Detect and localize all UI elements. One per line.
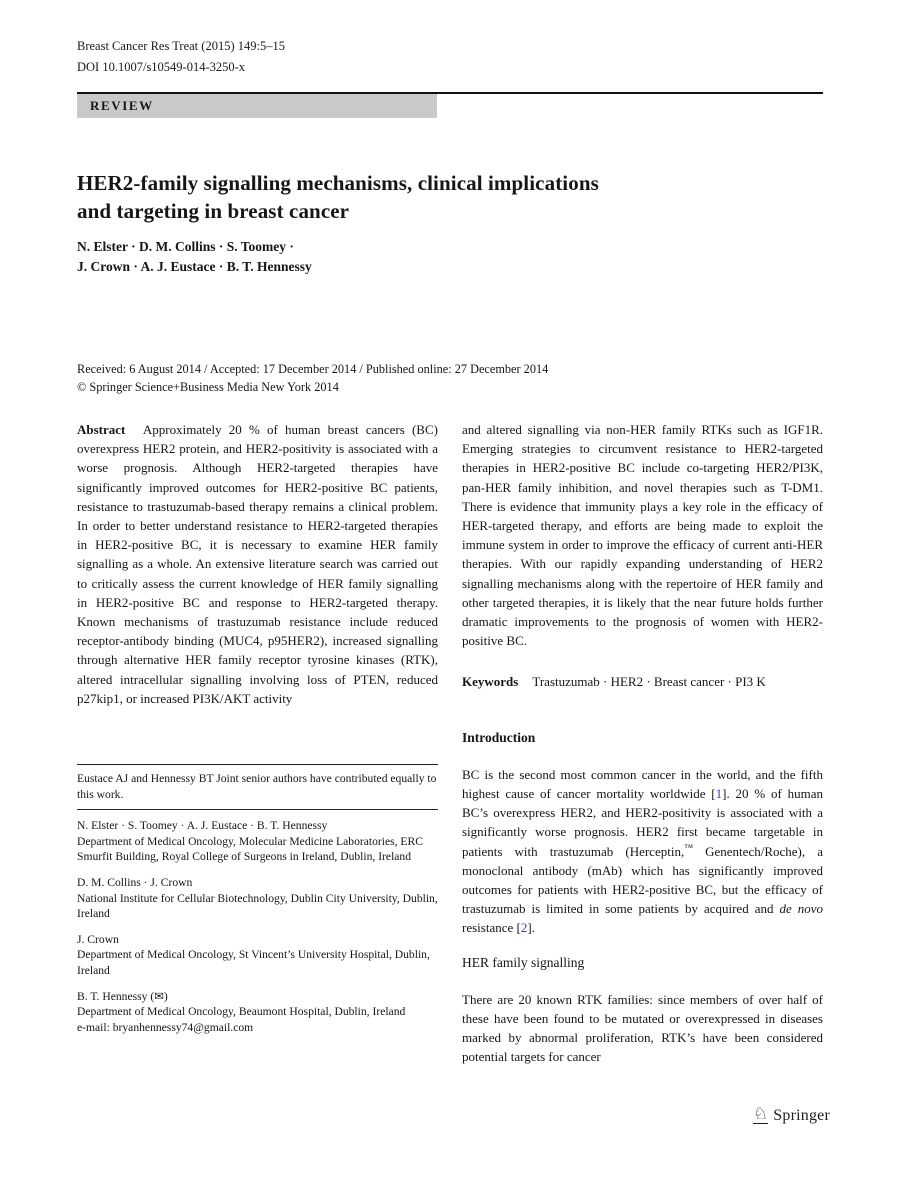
intro-p1-text-e: ]. xyxy=(527,920,535,936)
affiliation-2 xyxy=(77,875,438,922)
citation-ref-1[interactable]: 1 xyxy=(715,786,723,802)
introduction-paragraph-2: There are 20 known RTK families: since members of over half of these have been found to be mutated or overexpressed in diseases marked by abnormal proliferation, RTK’s have been considered potential targets for cancer xyxy=(462,991,823,1065)
corresponding-author-email: e-mail: bryanhennessy74@gmail.com xyxy=(77,1020,254,1034)
citation-ref-2[interactable]: 2 xyxy=(520,920,528,936)
envelope-icon: (✉) xyxy=(150,989,168,1003)
footnote-block xyxy=(77,764,438,1035)
article-title-line1: HER2-family signalling mechanisms, clinical implications xyxy=(77,171,599,196)
her-family-signalling-subheading: HER family signalling xyxy=(462,954,585,970)
affiliation-1-address: Department of Medical Oncology, Molecular Medicine Laboratories, ERC Smurfit Building, Royal College of Surgeons in Ireland, Dublin, Ireland xyxy=(77,834,423,864)
introduction-heading: Introduction xyxy=(462,729,536,745)
affiliation-4-authors xyxy=(77,989,438,1005)
affiliation-3-address: Department of Medical Oncology, St Vincent’s University Hospital, Dublin, Ireland xyxy=(77,948,430,977)
publication-dates xyxy=(77,361,548,396)
affiliation-4-address: Department of Medical Oncology, Beaumont Hospital, Dublin, Ireland xyxy=(77,1005,406,1019)
abstract-paragraph-left xyxy=(77,420,438,708)
affiliation-2-authors: D. M. Collins · J. Crown xyxy=(77,875,193,889)
keywords-line xyxy=(462,672,823,691)
intro-p1-text-d: resistance [ xyxy=(462,920,521,936)
right-column xyxy=(462,420,823,1067)
springer-knight-icon: ♘ xyxy=(753,1104,769,1123)
intro-p1-text-c: Genentech/Roche), a monoclonal antibody (mAb) which has significantly improved outcomes for patients with HER2-positive BC, but the efficacy of trastuzumab is limited in some patients by acquired and xyxy=(462,843,823,917)
intro-p1-text-a: BC is the second most common cancer in the world, and the fifth highest cause of cancer mortality worldwide [ xyxy=(462,766,823,802)
received-accepted-line: Received: 6 August 2014 / Accepted: 17 December 2014 / Published online: 27 December 2014 xyxy=(77,362,549,376)
corresponding-author-name: B. T. Hennessy xyxy=(77,989,148,1003)
article-title xyxy=(77,169,599,225)
springer-logo xyxy=(753,1106,830,1125)
affiliation-3-authors: J. Crown xyxy=(77,932,119,946)
author-list-line1: N. Elster · D. M. Collins · S. Toomey · xyxy=(77,239,294,254)
abstract-text-left: Approximately 20 % of human breast cancers (BC) overexpress HER2 protein, and HER2-positivity is associated with a worse prognosis. Although HER2-targeted therapies have significantly improved outcomes for HER2-positive BC patients, resistance to trastuzumab-based therapy remains a clinical problem. In order to better understand resistance to HER2-targeted therapies in HER2-positive BC, it is necessary to examine HER family signalling as a whole. An extensive literature search was carried out to critically assess the current knowledge of HER family signalling in HER2-positive BC and response to HER2-targeted therapy. Known mechanisms of trastuzumab resistance include reduced receptor-antibody binding (MUC4, p95HER2), increased signalling through alternative HER family receptor tyrosine kinases (RTK), altered intracellular signalling involving loss of PTEN, reduced p27kip1, or increased PI3K/AKT activity xyxy=(77,422,438,706)
trademark-symbol: ™ xyxy=(684,842,694,853)
footnote-rule-bottom xyxy=(77,809,438,810)
abstract-label: Abstract xyxy=(77,422,126,437)
abstract-paragraph-right: and altered signalling via non-HER family RTKs such as IGF1R. Emerging strategies to circumvent resistance to HER2-targeted therapies in HER2-positive BC include co-targeting HER2/PI3K, pan-HER family inhibition, and novel therapies such as T-DM1. There is evidence that immunity plays a key role in the efficacy of HER-targeted therapy, and efforts are being made to exploit the immune system in order to improve the efficacy of current anti-HER therapies. With our rapidly expanding understanding of HER2 signalling mechanisms along with the repertoire of HER family and other targeted therapies, it is likely that the near future holds further dramatic improvements to the prognosis of women with HER2-positive BC. xyxy=(462,422,823,649)
affiliation-1 xyxy=(77,818,438,865)
article-title-line2: and targeting in breast cancer xyxy=(77,199,350,224)
doi-line: DOI 10.1007/s10549-014-3250-x xyxy=(77,60,246,74)
copyright-line: © Springer Science+Business Media New York 2014 xyxy=(77,379,339,394)
affiliation-1-authors: N. Elster · S. Toomey · A. J. Eustace · B. T. Hennessy xyxy=(77,819,328,833)
introduction-paragraph-1 xyxy=(462,765,823,938)
affiliation-3 xyxy=(77,932,438,979)
de-novo-italic: de novo xyxy=(779,901,823,917)
article-type-banner xyxy=(77,94,437,118)
journal-citation: Breast Cancer Res Treat (2015) 149:5–15 xyxy=(77,39,285,53)
journal-header xyxy=(77,36,285,78)
joint-authors-note: Eustace AJ and Hennessy BT Joint senior authors have contributed equally to this work. xyxy=(77,772,437,801)
springer-wordmark: Springer xyxy=(773,1106,830,1124)
intro-p1-text-b: ]. 20 % of human BC’s overexpress HER2, and HER2-positivity is associated with a significantly worse prognosis. HER2 first became targetable in patients with trastuzumab (Herceptin, xyxy=(462,786,823,859)
affiliation-4 xyxy=(77,989,438,1036)
article-type-label: REVIEW xyxy=(90,98,154,113)
left-column xyxy=(77,420,438,708)
author-list-line2: J. Crown · A. J. Eustace · B. T. Hennessy xyxy=(77,258,312,274)
affiliation-2-address: National Institute for Cellular Biotechnology, Dublin City University, Dublin, Ireland xyxy=(77,891,438,921)
keywords-text: Trastuzumab · HER2 · Breast cancer · PI3 K xyxy=(532,674,766,690)
author-list xyxy=(77,237,312,276)
keywords-label: Keywords xyxy=(462,674,519,690)
